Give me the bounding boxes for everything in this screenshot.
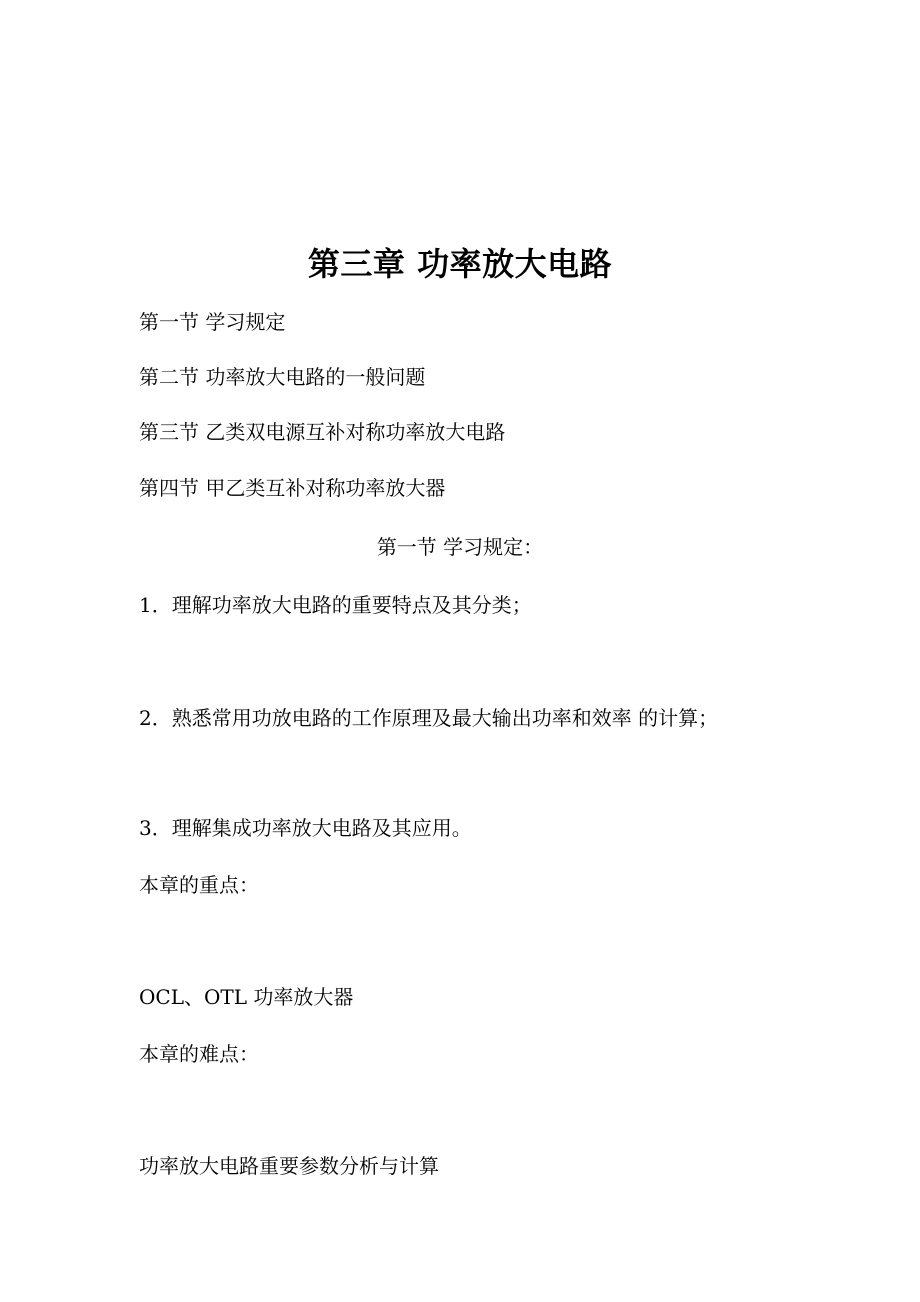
objective-item: 2．熟悉常用功放电路的工作原理及最大输出功率和效率 的计算； <box>139 706 719 730</box>
section-heading: 第一节 学习规定： <box>376 535 544 559</box>
objective-item: 3．理解集成功率放大电路及其应用。 <box>139 816 472 840</box>
toc-item: 第四节 甲乙类互补对称功率放大器 <box>139 476 446 500</box>
key-points-label: 本章的重点： <box>139 873 259 897</box>
toc-item: 第一节 学习规定 <box>139 310 286 334</box>
difficulties-text: 功率放大电路重要参数分析与计算 <box>139 1154 439 1178</box>
objective-item: 1．理解功率放大电路的重要特点及其分类； <box>139 593 532 617</box>
toc-item: 第三节 乙类双电源互补对称功率放大电路 <box>139 420 506 444</box>
toc-item: 第二节 功率放大电路的一般问题 <box>139 365 426 389</box>
key-points-text: OCL、OTL 功率放大器 <box>139 985 354 1009</box>
chapter-title: 第三章 功率放大电路 <box>307 245 613 283</box>
difficulties-label: 本章的难点： <box>139 1042 259 1066</box>
